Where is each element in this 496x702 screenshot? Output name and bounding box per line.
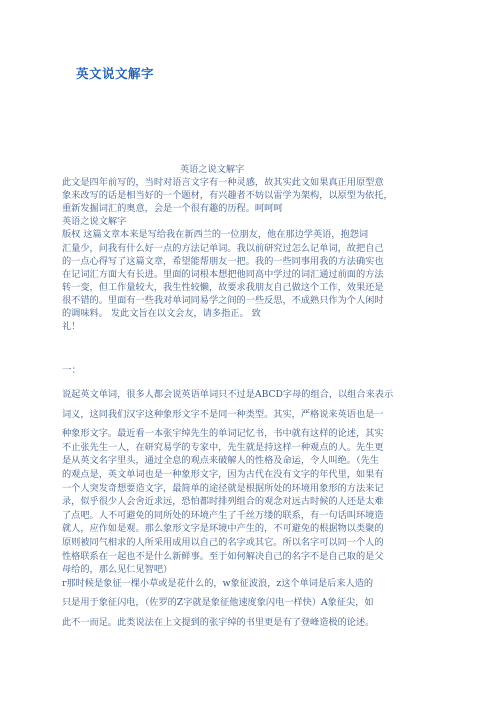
section-divider-label: 一： (62, 365, 82, 376)
text-line: 很不错的。里面有一些我对单词同易学之间的一些反思，不成熟只作为个人闲时 (62, 294, 384, 306)
section-heading: 英语之说文解字 (180, 164, 245, 175)
text-line: 版权 这篇文章本来是写给我在新西兰的一位朋友，他在那边学英语，抱怨词 (62, 229, 369, 241)
text-line: 此不一而足。此类说法在上文提到的张宇绰的书里更是有了登峰造极的论述。 (62, 616, 375, 628)
section-1 (62, 163, 434, 333)
text-line: 就人，应作如是观。那么象形文字是环境中产生的，不可避免的根据物以类聚的 (62, 523, 384, 535)
text-line: 是从英文名字里头，通过全息的观点来破解人的性格及命运，令人叫绝。（先生 (62, 455, 379, 467)
text-line: 性格联系在一起也不是什么新鲜事。至于如何解决自己的名字不是自己取的是父 (62, 550, 384, 562)
text-line: 转一变，但工作量较大，我生性较懒，故要求我朋友自己做这个工作，效果还是 (62, 281, 384, 293)
text-line: 英语之说文解字 (62, 216, 127, 228)
text-line: 在记词汇方面大有长进。里面的词根本想把他同高中学过的词汇通过前面的方法 (62, 268, 384, 280)
text-line: 母给的，那么见仁见智吧） (62, 564, 173, 576)
text-line: r那时候是象征一棵小草或是花什么的，w象征波浪，z这个单词是后来人造的 (62, 577, 374, 589)
text-line: 录，似乎很少人会舍近求远，恐怕都时排列组合的观念对远古时候的人还是太难 (62, 496, 384, 508)
text-line: 的调味料。 发此文旨在以文会友，请多指正。 致 (62, 308, 261, 320)
text-line: 的观点是，英文单词也是一种象形文字，因为古代在没有文字的年代里，如果有 (62, 468, 384, 480)
text-line: 词义，这同我们汉字这种象形文字不是同一种类型。其实，严格说来英语也是一 (62, 408, 384, 420)
text-line: 此文是四年前写的，当时对语言文字有一种灵感，故其实此文如果真正用原型意 (62, 177, 384, 189)
text-line: 的一点心得写了这篇文章，希望能帮朋友一把。我的一些同事用我的方法确实也 (62, 255, 384, 267)
text-line: 只是用于象征闪电，（佐罗的Z字就是象征他速度象闪电一样快）A象征尖，如 (62, 597, 374, 609)
document-title: 英文说文解字 (76, 66, 155, 81)
text-line: 汇量少，问我有什么好一点的方法记单词。我以前研究过怎么记单词，故把自己 (62, 242, 384, 254)
section-2 (62, 388, 434, 630)
text-line: 一个人突发奇想要造文字，最简单的途径就是根据所处的环境用象形的方法来记 (62, 482, 384, 494)
text-line: 了点吧。人不可避免的同所处的环境产生了千丝万缕的联系，有一句话叫环境造 (62, 509, 384, 521)
text-line: 原则被同气相求的人所采用成用以自己的名字或其它。所以名字可以同一个人的 (62, 536, 384, 548)
text-line: 种象形文字。最近看一本张宇绰先生的单词记忆书，书中就有这样的论述，其实 (62, 428, 384, 440)
text-line: 重新发掘词汇的奥意，会是一个很有趣的历程。呵呵呵 (62, 203, 283, 215)
text-line: 象来改写的话是相当好的一个题材，有兴趣者不妨以雷学为架构，以原型为依托， (62, 190, 393, 202)
text-line: 不止张先生一人，在研究易学的专家中，先生就是持这样一种观点的人。先生更 (62, 441, 384, 453)
text-line: 礼！ (62, 321, 81, 333)
text-line: 说起英文单词，很多人都会说英语单词只不过是ABCD字母的组合，以组合来表示 (62, 389, 394, 400)
